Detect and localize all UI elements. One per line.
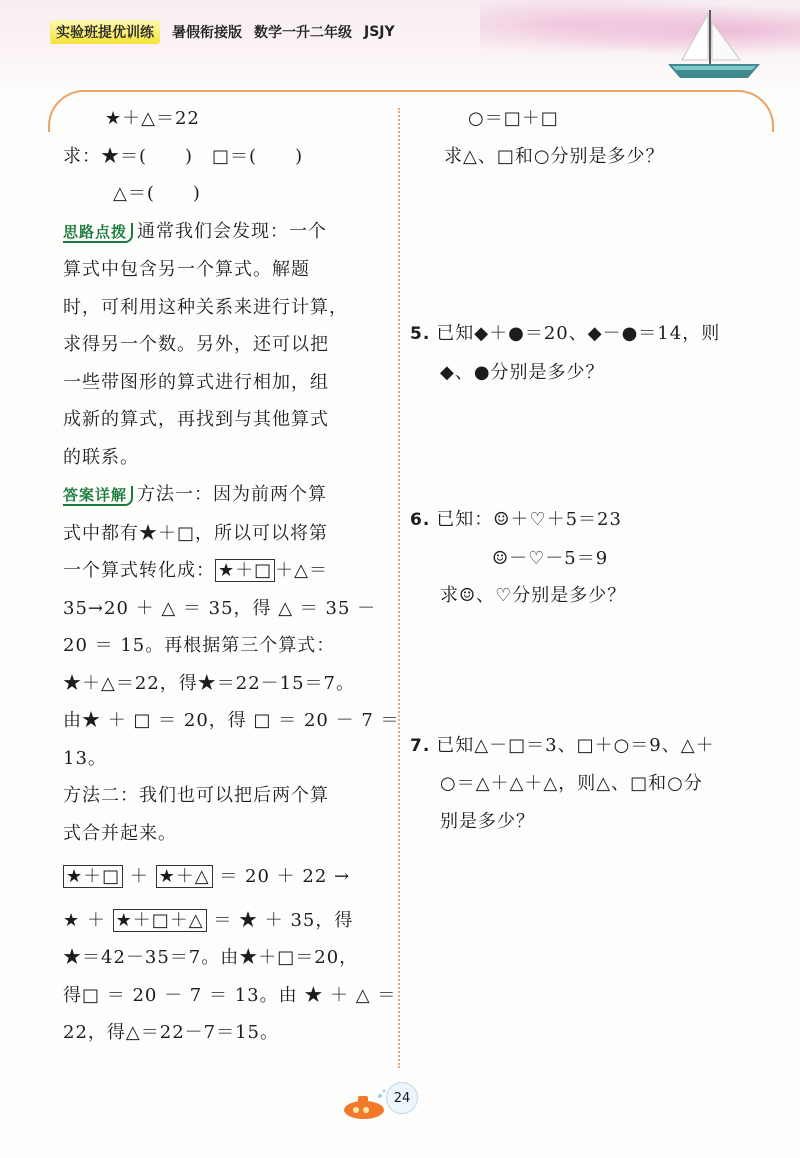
- column-divider: [398, 108, 400, 1068]
- question-line: 求☺、♡分别是多少？: [440, 585, 627, 606]
- answer-space: [410, 391, 780, 501]
- equation-text: ★ ＋: [63, 909, 113, 931]
- equation-line: [63, 858, 388, 896]
- question-6: [410, 501, 780, 540]
- answer-tag: 答案详解: [63, 486, 133, 506]
- question-number: 7.: [410, 735, 431, 756]
- header-edition: 暑假衔接版: [172, 25, 242, 41]
- question-line: ○＝△＋△＋△，则△、□和○分: [440, 773, 703, 794]
- hint-line: 成新的算式，再找到与其他算式: [63, 409, 329, 430]
- answer-line: 35→20 ＋ △ ＝ 35，得 △ ＝ 35 －: [63, 597, 377, 619]
- method2-line: 式合并起来。: [63, 822, 177, 844]
- header-title-bar: [50, 20, 395, 44]
- question-text: 已知◆＋●＝20、◆－●＝14，则: [436, 323, 721, 344]
- left-column: [63, 100, 400, 1052]
- problem-line: 求：★＝( ) □＝( ): [63, 145, 304, 167]
- boxed-expression: ★＋□: [215, 559, 275, 582]
- answer-text: ＋△＝: [275, 560, 328, 581]
- answer-line: 13。: [63, 747, 107, 769]
- question-line: ☺－♡－5＝9: [492, 547, 609, 569]
- submarine-icon: [340, 1088, 390, 1122]
- question-line: ◆、●分别是多少？: [440, 361, 605, 383]
- equation-text: ＝ ★ ＋ 35，得: [206, 909, 354, 931]
- question-line: 求△、□和○分别是多少？: [444, 145, 665, 167]
- question-text: 已知△－□＝3、□＋○＝9、△＋: [436, 734, 715, 756]
- page-number: 24: [386, 1082, 418, 1114]
- question-7: [410, 727, 780, 766]
- hint-line: [63, 213, 388, 252]
- answer-line: [63, 476, 388, 515]
- hint-line: 的联系。: [63, 446, 139, 468]
- boxed-expression: ★＋□: [63, 865, 123, 888]
- answer-text: 一个算式转化成：: [63, 560, 215, 581]
- header-brand: 实验班提优训练: [50, 20, 160, 44]
- method2-line: 方法二：我们也可以把后两个算: [63, 785, 329, 806]
- hint-text: 通常我们会发现：一个: [137, 220, 328, 242]
- answer-line: 由★ ＋ □ ＝ 20，得 □ ＝ 20 － 7 ＝: [63, 710, 400, 731]
- page-header: [0, 0, 800, 92]
- sailboat-icon: [660, 8, 770, 82]
- question-line: 别是多少？: [440, 810, 535, 832]
- answer-line: [63, 552, 388, 590]
- right-column: [410, 100, 780, 840]
- boxed-expression: ★＋□＋△: [113, 909, 207, 932]
- boxed-expression: ★＋△: [156, 865, 213, 888]
- question-number: 5.: [410, 324, 431, 344]
- question-number: 6.: [410, 510, 431, 530]
- equation-text: ＝ 20 ＋ 22 →: [212, 866, 351, 887]
- header-subject: 数学一升二年级: [254, 25, 352, 41]
- final-line: 22，得△＝22－7＝15。: [63, 1022, 280, 1043]
- answer-line: ★＋△＝22，得★＝22－15＝7。: [63, 672, 356, 694]
- answer-line: 式中都有★＋□，所以可以将第: [63, 522, 329, 544]
- equation-line: [63, 902, 388, 940]
- question-5: [410, 315, 780, 354]
- answer-text: 方法一：因为前两个算: [137, 484, 328, 505]
- question-line: ○＝□＋□: [468, 108, 559, 129]
- hint-line: 求得另一个数。另外，还可以把: [63, 334, 329, 355]
- problem-line: ★＋△＝22: [105, 108, 200, 129]
- problem-line: △＝( ): [113, 183, 201, 204]
- hint-line: 时，可利用这种关系来进行计算，: [63, 296, 348, 318]
- equation-text: ＋: [123, 866, 156, 887]
- final-line: ★＝42－35＝7。由★＋□＝20，: [63, 947, 359, 968]
- question-text: 已知：☺＋♡＋5＝23: [436, 509, 622, 530]
- answer-space: [410, 175, 780, 315]
- hint-tag: 思路点拨: [63, 223, 133, 243]
- hint-line: 算式中包含另一个算式。解题: [63, 259, 310, 280]
- final-line: 得□ ＝ 20 － 7 ＝ 13。由 ★ ＋ △ ＝: [63, 984, 397, 1006]
- header-publisher-code: JSJY: [364, 24, 395, 40]
- answer-space: [410, 615, 780, 727]
- answer-line: 20 ＝ 15。再根据第三个算式：: [63, 635, 336, 656]
- hint-line: 一些带图形的算式进行相加，组: [63, 371, 329, 393]
